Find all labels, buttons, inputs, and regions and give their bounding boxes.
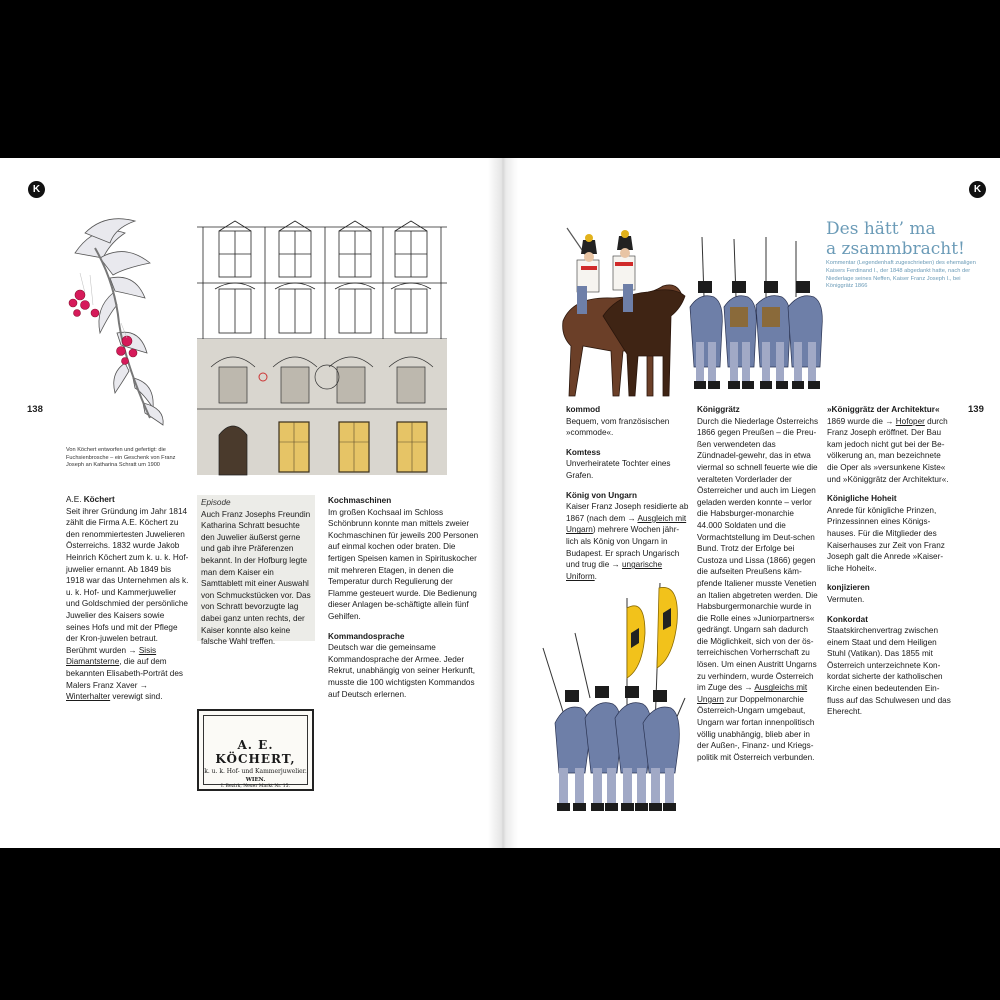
- page-number-left: 138: [27, 404, 43, 415]
- entry-koechert: [66, 494, 190, 711]
- entry-komtess-heading: Komtess: [566, 447, 601, 457]
- entry-kommod-heading: kommod: [566, 405, 601, 414]
- episode-text: Auch Franz Josephs Freundin Katharina Schratt besuchte den Juwelier äußerst gerne und gab ihre Präferenzen bekannt. In der Hofburg legte man dem Kaiser ein Samttablett mit einer Auswahl von Schmuckstücken vor. Das von Schratt bevorzugte lag dabei ganz unten rechts, der Kaiser konnte also keine falsche Wahl treffen.: [201, 509, 311, 647]
- arrow-icon: →: [611, 560, 622, 570]
- quote-title-line-1: Des hätt’ ma: [826, 219, 936, 239]
- business-card-address: I. Bezirk, Neuer Markt Nr. 15.: [221, 784, 290, 789]
- entry-koenig-ungarn-text-2: ) mehrere Wochen jähr-lich als König von Ungarn in Budapest. Er sprach Ungarisch und trug die: [566, 525, 680, 570]
- link-winterhalter[interactable]: Winterhalter: [66, 692, 111, 702]
- entry-konjizieren-heading: konjizieren: [827, 583, 870, 593]
- entry-konkordat-heading: Konkordat: [827, 614, 868, 624]
- page-number-right: 139: [968, 404, 984, 415]
- flag-bearers-illustration: [535, 578, 715, 818]
- entry-kommod-text: Bequem, vom französischen »commode«.: [566, 416, 670, 438]
- entry-column-kochmaschinen: [328, 495, 480, 708]
- entry-koeniggraetz-arch-heading: »Königgrätz der Architektur«: [827, 405, 940, 414]
- link-sisis-diamantsterne[interactable]: Sisis Diamantsterne: [66, 645, 157, 667]
- arrow-icon: →: [744, 683, 755, 693]
- entry-komtess-text: Unverheiratete Tochter eines Grafen.: [566, 459, 671, 480]
- entry-koechert-text-2: , die auf dem bekannten Elisabeth-Porträt des Malers Franz Xaver: [66, 657, 183, 690]
- entry-konjizieren-text: Vermuten.: [827, 594, 865, 604]
- entry-koechert-text-3: verewigt sind.: [110, 692, 163, 702]
- link-ausgleich-mit-ungarn[interactable]: Ausgleich mit Ungarn: [566, 513, 687, 535]
- link-ungarische-uniform[interactable]: ungarische Uniform: [566, 560, 663, 581]
- quote-title-line-2: a zsammbracht!: [826, 239, 965, 259]
- business-card-name: A. E. KÖCHERT,: [215, 738, 296, 766]
- entry-column-kommod: [566, 404, 691, 590]
- fuchsia-brooch-illustration: [55, 213, 180, 428]
- link-ausgleichs-mit-ungarn[interactable]: Ausgleichs mit Ungarn: [697, 683, 808, 704]
- entry-koenigliche-hoheit-text: Anrede für königliche Prinzen, Prinzessinnen eines Königs-hauses. Für die Mitglieder des Kaiserhauses zur Zeit von Franz Joseph galt die Anrede »Kaiser-liche Hoheit«.: [827, 505, 945, 573]
- business-card-city: WIEN.: [245, 777, 266, 783]
- infantry-illustration: [690, 237, 825, 397]
- entry-konkordat-text: Staatskirchenvertrag zwischen einem Staat und dem Heiligen Stuhl (Vatikan). Das 1855 mit Österreich unterzeichnete Kon-kordat sicherte der katholischen Kirche einen bedeutenden Ein-fluss auf das Schulwesen und das Eherecht.: [827, 626, 951, 717]
- quote-title: [826, 219, 976, 259]
- entry-kommandosprache-text: Deutsch war die gemeinsame Kommandosprache der Armee. Jeder Rekrut, unabhängig von seiner Herkunft, musste die 100 wichtigsten Kommandos auf Deutsch erlernen.: [328, 643, 476, 699]
- entry-kochmaschinen-heading: Kochmaschinen: [328, 496, 392, 505]
- entry-koeniggraetz-text-2: zur Doppelmonarchie Österreich-Ungarn umgebaut, Ungarn war fortan innenpolitisch völlig unabhängig, blieb aber in der Außen-, Finanz- und Kriegs-politik mit Österreich verbunden.: [697, 694, 815, 762]
- episode-title: Episode: [201, 498, 231, 507]
- book-spread: [0, 158, 1000, 848]
- arrow-icon: →: [627, 513, 638, 523]
- letter-k-badge-left: K: [28, 181, 45, 198]
- link-hofoper[interactable]: Hofoper: [895, 416, 925, 426]
- brooch-caption: Von Köchert entworfen und gefertigt: die Fuchsienbrosche – ein Geschenk von Franz Joseph an Katharina Schratt um 1900: [66, 447, 176, 468]
- entry-koeniggraetz-text: Durch die Niederlage Österreichs 1866 gegen Preußen – die Preu-ßen verwendeten das Zündnadel-gewehr, das in etwa viermal so schnell feuerte wie die veralteten Vorderlader der Österreicher und auch im Liegen geladen werden konnte – verlor die Habsburger-monarchie 44.000 Soldaten und die Vormachtstellung im Deut-schen Bund. Trotz der Erfolge bei Custoza und Lissa (1866) gegen die aufseiten Preußens käm-pfende Italiener musste Venetien an Italien abgetreten werden. Die Habsburgermonarchie wurde in die Rolle eines »Juniorpartners« gedrängt. Ungarn sah dadurch die Möglichkeit, sich von der ös-terreichischen Vorherrschaft zu lösen. Um einen Austritt Ungarns zu verhindern, wurde Österreich im Zuge des: [697, 416, 819, 693]
- koechert-business-card: [197, 709, 314, 791]
- entry-koenig-ungarn-heading: König von Ungarn: [566, 490, 637, 500]
- entry-koenig-ungarn-text-3: .: [594, 571, 597, 581]
- entry-kochmaschinen-text: Im großen Kochsaal im Schloss Schönbrunn konnte man mittels zweier Kochmaschinen für jeweils 200 Personen auf einmal kochen oder braten. Die fertigen Speisen kamen in Spirituskocher mit mehreren Etagen, in denen die Temperatur durch Regulierung der Flamme gesteuert wurde. Die Bedienung dieser Anlagen be-schäftigte allein fünf Gehilfen.: [328, 507, 479, 621]
- palace-facade-illustration: [197, 217, 447, 475]
- entry-koeniggraetz-arch-text: 1869 wurde die: [827, 416, 886, 426]
- book-gutter: [488, 158, 518, 848]
- entry-koenigliche-hoheit-heading: Königliche Hoheit: [827, 494, 897, 504]
- entry-koechert-text: Seit ihrer Gründung im Jahr 1814 zählt die Firma A.E. Köchert zu den renommiertesten Juwelieren Österreichs. 1832 wurde Jakob Heinrich Köchert zum k. u. k. Hof-juwelier ernannt. Ab 1849 bis 1918 war das Unternehmen als k. u. k. Hof- und Kammerjuwelier und Goldschmied der persönliche Juwelier des Kaisers sowie seines Hofs und mit der Pflege der Kron-juwelen betraut. Berühmt wurden: [66, 506, 189, 655]
- entry-koechert-heading: Köchert: [83, 495, 115, 504]
- entry-koeniggraetz-arch-text-2: durch Franz Joseph eröffnet. Der Bau kam jedoch nicht gut bei der Be-völkerung an, man bezeichnete die Oper als »versunkene Kiste« und »Königgrätz der Architektur«.: [827, 416, 949, 484]
- entry-koechert-prefix: A.E.: [66, 495, 84, 504]
- entry-column-koeniggraetz: [697, 404, 819, 771]
- quote-note: Kommentar (Legendenhaft zugeschrieben) des ehemaligen Kaisers Ferdinand I., der 1848 abgedankt hatte, nach der Niederlage seines Neffen, Kaiser Franz Joseph I., bei Königgrätz 1866: [826, 260, 976, 290]
- arrow-icon: →: [885, 416, 896, 426]
- arrow-icon: →: [128, 645, 139, 655]
- cavalry-illustration: [553, 226, 693, 401]
- entry-koenig-ungarn-text: Kaiser Franz Joseph residierte ab 1867 (nach dem: [566, 502, 689, 523]
- episode-box: [197, 495, 315, 647]
- letter-k-badge-right: K: [969, 181, 986, 198]
- arrow-icon: →: [139, 680, 148, 690]
- entry-kommandosprache-heading: Kommandosprache: [328, 631, 405, 641]
- entry-koeniggraetz-heading: Königgrätz: [697, 405, 740, 414]
- business-card-subtitle: k. u. k. Hof- und Kammerjuwelier.: [204, 768, 307, 775]
- entry-column-koeniggraetz-architektur: [827, 404, 951, 726]
